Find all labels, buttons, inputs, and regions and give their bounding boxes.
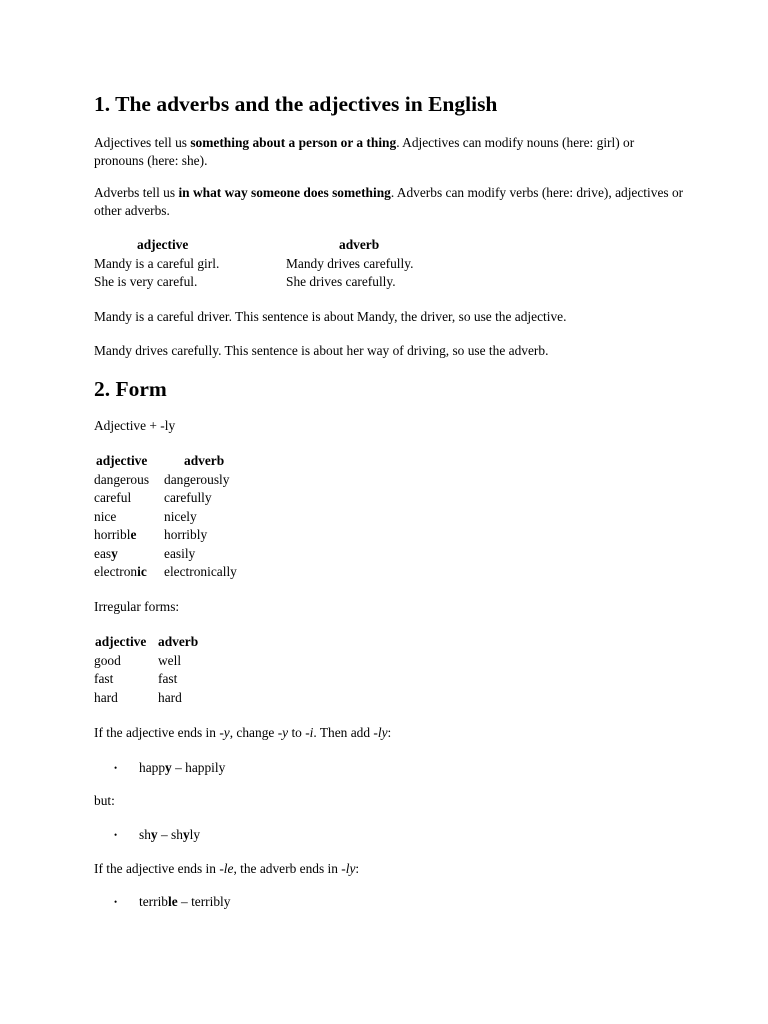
adjective-text: electron xyxy=(94,564,138,579)
table-cell xyxy=(94,508,164,527)
table-cell xyxy=(94,526,164,545)
adjective-text: dangerous xyxy=(94,471,150,487)
text-run: to xyxy=(288,725,306,740)
adjective-ending: y xyxy=(111,545,118,561)
bold-run: y xyxy=(165,760,172,775)
section-2-heading: 2. Form xyxy=(94,377,167,401)
text-run: . Adverbs can modify verbs (here: drive), adjectives or other adverbs. xyxy=(94,185,684,218)
table-cell: Mandy is a careful girl. xyxy=(94,255,220,271)
table-row xyxy=(94,652,198,671)
column-header-adverb: adverb xyxy=(158,634,199,649)
table-cell: well xyxy=(158,652,182,668)
adverbs-paragraph xyxy=(94,184,684,220)
table-cell: carefully xyxy=(164,490,212,505)
bold-run: y xyxy=(150,827,158,842)
table-cell: fast xyxy=(158,671,178,686)
adjective-text: nice xyxy=(94,508,117,524)
table-cell xyxy=(94,489,164,508)
rule-y-paragraph xyxy=(94,724,684,742)
text-run: Adverbs tell us xyxy=(94,185,179,200)
table-row xyxy=(94,670,198,689)
text-run: Adjectives tell us xyxy=(94,135,191,150)
table-row xyxy=(94,255,413,274)
italic-run: -le xyxy=(219,861,234,876)
text-run: sh xyxy=(139,827,151,842)
text-run: – sh xyxy=(157,827,183,842)
column-header-adverb: adverb xyxy=(184,453,225,468)
text-run: . Adjectives can modify nouns (here: girl) or pronouns (here: she). xyxy=(94,135,635,168)
form-rule: Adjective + -ly xyxy=(94,418,176,433)
adjectives-paragraph xyxy=(94,134,684,170)
table-cell: nicely xyxy=(164,508,197,524)
text-run: If the adjective ends in xyxy=(94,861,220,876)
irregular-forms-label: Irregular forms: xyxy=(94,599,180,614)
table-row xyxy=(94,508,237,527)
text-run: terrib xyxy=(139,894,168,909)
table-cell: She drives carefully. xyxy=(286,274,396,289)
table-cell: hard xyxy=(158,689,182,705)
column-header-adverb: adverb xyxy=(339,237,380,252)
bullet-icon: • xyxy=(114,763,118,773)
text-run: If the adjective ends in xyxy=(94,725,220,740)
text-run: happ xyxy=(139,760,166,775)
list-item-text xyxy=(139,759,225,777)
table-header-row xyxy=(94,236,413,255)
table-row xyxy=(94,273,413,292)
table-row xyxy=(94,563,237,582)
form-table xyxy=(94,452,237,582)
text-run: : xyxy=(355,861,360,876)
text-run: , change xyxy=(229,725,278,740)
column-header-adjective: adjective xyxy=(137,237,189,252)
text-run: – happily xyxy=(171,760,226,775)
italic-run: -y xyxy=(277,725,289,740)
bold-run: le xyxy=(168,894,178,909)
adjective-text: horribl xyxy=(94,527,131,542)
italic-run: -ly xyxy=(341,861,356,876)
list-item-text xyxy=(139,893,230,911)
table-cell xyxy=(94,563,164,582)
table-row xyxy=(94,545,237,564)
table-row xyxy=(94,489,237,508)
irregular-forms-table xyxy=(94,633,198,707)
driving-paragraph: Mandy drives carefully. This sentence is about her way of driving, so use the adverb. xyxy=(94,343,549,358)
driver-paragraph: Mandy is a careful driver. This sentence is about Mandy, the driver, so use the adjective. xyxy=(94,309,567,324)
italic-run: -i xyxy=(305,725,314,740)
column-header-adjective: adjective xyxy=(95,634,147,649)
table-cell: electronically xyxy=(164,564,237,579)
table-row xyxy=(94,526,237,545)
list-item-text xyxy=(139,826,200,844)
bullet-icon: • xyxy=(114,830,118,840)
table-cell: She is very careful. xyxy=(94,274,198,289)
rule-le-paragraph xyxy=(94,860,684,878)
bold-run: in what way someone does something xyxy=(178,185,391,200)
table-header-row xyxy=(94,633,198,652)
text-run: – terribly xyxy=(177,894,231,909)
text-run: : xyxy=(387,725,392,740)
bold-run: something about a person or a thing xyxy=(190,135,397,150)
table-cell xyxy=(94,545,164,564)
table-cell: dangerously xyxy=(164,471,230,487)
bold-run: y xyxy=(182,827,190,842)
table-cell: hard xyxy=(94,689,118,705)
text-run: ly xyxy=(189,827,201,842)
text-run: . Then add xyxy=(313,725,374,740)
example-sentences-table xyxy=(94,236,413,292)
but-label: but: xyxy=(94,793,115,808)
table-cell: fast xyxy=(94,671,114,686)
table-cell: easily xyxy=(164,545,196,561)
adjective-text: careful xyxy=(94,490,132,505)
italic-run: -y xyxy=(219,725,230,740)
bullet-icon: • xyxy=(114,897,118,907)
table-row xyxy=(94,471,237,490)
table-cell: good xyxy=(94,652,121,668)
adjective-text: eas xyxy=(94,545,112,561)
column-header-adjective: adjective xyxy=(96,453,148,468)
table-row xyxy=(94,689,198,708)
section-1-heading: 1. The adverbs and the adjectives in English xyxy=(94,92,498,116)
italic-run: -ly xyxy=(373,725,388,740)
adjective-ending: e xyxy=(130,527,137,542)
table-cell: horribly xyxy=(164,527,208,542)
table-cell: Mandy drives carefully. xyxy=(286,255,414,271)
text-run: , the adverb ends in xyxy=(233,861,342,876)
table-header-row xyxy=(94,452,237,471)
table-cell xyxy=(94,471,164,490)
adjective-ending: ic xyxy=(137,564,147,579)
